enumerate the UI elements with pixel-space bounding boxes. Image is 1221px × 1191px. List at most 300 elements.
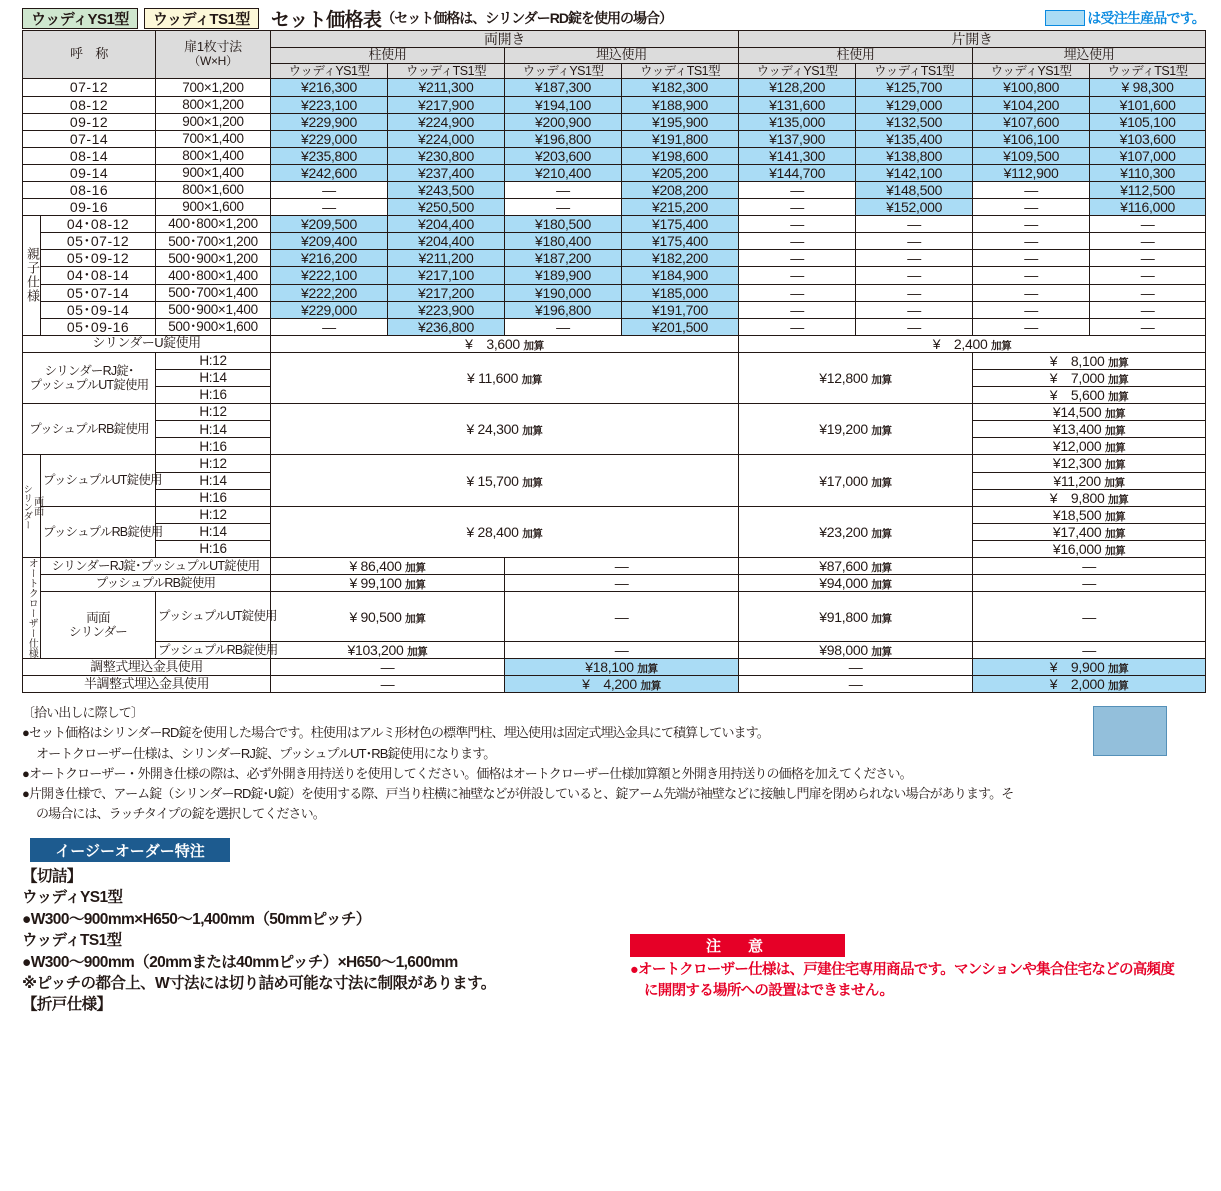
notes-section [22, 703, 1221, 824]
cell-price: — [1090, 267, 1206, 284]
unit-add: 加算 [1108, 391, 1129, 404]
block3-double-value: ¥ 28,400 [466, 523, 519, 540]
cell-price: ¥106,100 [973, 130, 1090, 147]
cell-price: — [856, 216, 973, 233]
cell-dim: 500･900×1,400 [156, 301, 271, 318]
unit-add: 加算 [871, 425, 892, 438]
cell-price: ¥236,800 [388, 318, 505, 335]
unit-add: 加算 [1104, 544, 1126, 557]
cell-price: ¥152,000 [856, 199, 973, 216]
cell-price: ¥200,900 [505, 113, 622, 130]
table-row [23, 181, 1206, 198]
table-row [23, 164, 1206, 181]
block3-single-embed [973, 506, 1206, 523]
unit-add: 加算 [1108, 493, 1129, 506]
table-row-block0 [23, 352, 1206, 369]
block0-single-embed-value: ¥ 7,000 [1049, 370, 1105, 386]
cell-name: 05･07-12 [41, 233, 156, 250]
cell-price: ¥188,900 [622, 96, 739, 113]
cell-price: ¥196,800 [505, 130, 622, 147]
autocloser-double-post-value: ¥ 99,100 [349, 575, 402, 592]
autocloser-single-embed: — [973, 641, 1206, 658]
unit-add: 加算 [871, 527, 892, 540]
autocloser-double-post-value: ¥ 90,500 [349, 608, 402, 625]
cell-price: ¥182,200 [622, 250, 739, 267]
th-group-double: 両開き [271, 31, 739, 48]
cell-price: — [739, 199, 856, 216]
block2-label-l1: プッシュプルUT錠使用 [43, 473, 162, 488]
th-single-embed: 埋込使用 [973, 48, 1206, 64]
page-subtitle: （セット価格は、シリンダーRD錠を使用の場合） [381, 10, 672, 26]
autocloser-ryomen-label [41, 592, 156, 659]
cell-price: ¥103,600 [1090, 130, 1206, 147]
cell-dim: 900×1,200 [156, 113, 271, 130]
cell-price: — [856, 284, 973, 301]
cell-dim: 800×1,600 [156, 181, 271, 198]
cell-price: — [739, 233, 856, 250]
cell-price: ¥104,200 [973, 96, 1090, 113]
cell-price: ¥224,000 [388, 130, 505, 147]
th-name: 呼 称 [23, 31, 156, 79]
unit-add: 加算 [1104, 442, 1126, 455]
cell-price: ¥175,400 [622, 233, 739, 250]
autocloser-double-post-value: ¥103,200 [347, 641, 404, 658]
cell-price: ¥189,900 [505, 267, 622, 284]
cell-dim: 700×1,400 [156, 130, 271, 147]
cell-price: ¥100,800 [973, 79, 1090, 96]
cell-price: — [973, 284, 1090, 301]
cell-price: — [739, 301, 856, 318]
cell-price: ¥229,900 [271, 113, 388, 130]
ryomen-cylinder-side-label [23, 455, 41, 558]
notes-line: の場合には、ラッチタイプの錠を選択してください。 [36, 805, 325, 821]
unit-add: 加算 [991, 339, 1012, 352]
unit-add: 加算 [521, 374, 543, 386]
th-model-8: ウッディTS1型 [1090, 64, 1206, 79]
cell-price: ¥184,900 [622, 267, 739, 284]
cell-price: — [856, 250, 973, 267]
autocloser-single-post-value: ¥91,800 [819, 608, 868, 625]
autocloser-double-post [271, 558, 505, 575]
cell-price: — [505, 318, 622, 335]
cell-price: ¥107,000 [1090, 147, 1206, 164]
cell-dim: 500･700×1,200 [156, 233, 271, 250]
easy-order-line: ウッディTS1型 [22, 932, 122, 950]
cell-price: ¥191,700 [622, 301, 739, 318]
height-cell: H:16 [156, 540, 271, 557]
cell-name: 05･07-14 [41, 284, 156, 301]
cell-price: ¥196,800 [505, 301, 622, 318]
halfadjust-double-embed-value: ¥ 4,200 [582, 676, 637, 693]
height-cell: H:16 [156, 489, 271, 506]
th-model-5: ウッディYS1型 [739, 64, 856, 79]
cell-price: ¥105,100 [1090, 113, 1206, 130]
block0-single-embed-value: ¥ 5,600 [1049, 387, 1105, 404]
block3-single-post-value: ¥23,200 [819, 523, 868, 540]
page-title: セット価格表 [270, 9, 382, 31]
cell-dim: 800×1,200 [156, 96, 271, 113]
autocloser-single-embed: — [973, 575, 1206, 592]
block0-double [271, 352, 739, 403]
autocloser-row-label: プッシュプルRB錠使用 [41, 575, 271, 592]
cell-price: — [856, 267, 973, 284]
block3-label [41, 506, 163, 557]
autocloser-ryomen-l1: 両面 [86, 610, 110, 625]
cell-name: 05･09-14 [41, 301, 156, 318]
cell-price: — [505, 199, 622, 216]
cell-price: ¥180,400 [505, 233, 622, 250]
cell-price: ¥191,800 [622, 130, 739, 147]
price-table [22, 30, 1206, 693]
autocloser-double-embed: — [505, 641, 739, 658]
cell-price: ¥237,400 [388, 164, 505, 181]
halfadjust-label: 半調整式埋込金具使用 [23, 676, 271, 693]
autocloser-double-post-value: ¥ 86,400 [349, 558, 402, 575]
table-row-autocloser [23, 575, 1206, 592]
th-model-2: ウッディTS1型 [388, 64, 505, 79]
made-to-order-legend [1045, 8, 1205, 28]
block0-single-post [739, 352, 973, 403]
block2-double [271, 455, 739, 506]
autocloser-ryomen-l2: シリンダー [69, 625, 128, 640]
cell-price: — [505, 181, 622, 198]
block0-single-embed-value: ¥ 8,100 [1049, 352, 1105, 369]
block2-label [41, 455, 162, 506]
block0-double-value: ¥ 11,600 [467, 370, 519, 386]
table-row-autocloser [23, 558, 1206, 575]
cell-price: — [973, 301, 1090, 318]
caution-body [630, 960, 1210, 1002]
unit-add: 加算 [1104, 476, 1125, 489]
block2-single-embed [973, 489, 1206, 506]
cell-price: ¥250,500 [388, 199, 505, 216]
block3-single-embed-value: ¥18,500 [1052, 506, 1102, 523]
autocloser-single-post [739, 592, 973, 642]
oyako-label-text: 親子仕様 [24, 247, 40, 304]
page-header [0, 0, 1221, 30]
cell-name: 07-14 [23, 130, 156, 147]
table-row-adjust [23, 659, 1206, 676]
autocloser-double-post [271, 641, 505, 658]
table-row-block3 [23, 506, 1206, 523]
block2-single-embed-value: ¥11,200 [1053, 472, 1101, 489]
table-row-block2 [23, 455, 1206, 472]
cell-price: ¥216,200 [271, 250, 388, 267]
th-dimension-l2: （W×H） [188, 54, 238, 69]
cell-dim: 500･900×1,600 [156, 318, 271, 335]
th-model-1: ウッディYS1型 [271, 64, 388, 79]
cell-price: ¥128,200 [739, 79, 856, 96]
cell-price: — [973, 318, 1090, 335]
unit-add: 加算 [637, 663, 658, 676]
cell-price: ¥107,600 [973, 113, 1090, 130]
table-row [23, 284, 1206, 301]
unit-add: 加算 [871, 612, 892, 625]
cylinder-u-single [739, 335, 1206, 352]
autocloser-single-post [739, 575, 973, 592]
cell-price: ¥185,000 [622, 284, 739, 301]
cell-price: ¥182,300 [622, 79, 739, 96]
table-row [23, 216, 1206, 233]
cell-price: ¥217,100 [388, 267, 505, 284]
height-cell: H:14 [156, 472, 271, 489]
table-row [23, 250, 1206, 267]
table-row [23, 79, 1206, 96]
cell-price: ¥144,700 [739, 164, 856, 181]
autocloser-row-label: プッシュプルUT錠使用 [156, 592, 271, 642]
unit-add: 加算 [1104, 459, 1126, 472]
cell-price: — [973, 233, 1090, 250]
autocloser-double-embed: — [505, 558, 739, 575]
cell-name: 09-12 [23, 113, 156, 130]
caution-line: ●オートクローザー仕様は、戸建住宅専用商品です。マンションや集合住宅などの高頻度 [630, 962, 1175, 979]
easy-order-line: ●W300〜900mm（20mmまたは40mmピッチ）×H650〜1,600mm [22, 953, 458, 971]
cell-price: — [1090, 301, 1206, 318]
th-model-6: ウッディTS1型 [856, 64, 973, 79]
block1-label [23, 404, 156, 455]
cell-price: ¥148,500 [856, 181, 973, 198]
unit-add: 加算 [405, 579, 426, 592]
halfadjust-double-embed [505, 676, 739, 693]
cell-price: ¥211,200 [388, 250, 505, 267]
table-row [23, 267, 1206, 284]
unit-add: 加算 [407, 645, 428, 658]
block0-label-l2: プッシュプルUT錠使用 [29, 378, 149, 393]
cell-dim: 400･800×1,200 [156, 216, 271, 233]
table-row-autocloser [23, 641, 1206, 658]
cell-price: ¥109,500 [973, 147, 1090, 164]
notes-line: オートクローザー仕様は、シリンダーRJ錠、プッシュプルUT･RB錠使用になります。 [36, 745, 496, 761]
cell-price: — [739, 216, 856, 233]
table-row [23, 96, 1206, 113]
cell-price: — [271, 318, 388, 335]
block0-label-l1: シリンダーRJ錠･ [44, 363, 134, 378]
ryomen-text: 両面 [31, 496, 43, 517]
unit-add: 加算 [405, 562, 426, 575]
unit-add: 加算 [1104, 527, 1126, 540]
autocloser-label-text: オートクローザー仕様 [26, 558, 38, 659]
block1-label-l1: プッシュプルRB錠使用 [29, 422, 149, 437]
cell-price: ¥190,000 [505, 284, 622, 301]
easy-order-line: ウッディYS1型 [22, 889, 123, 907]
adjust-double-post: — [271, 659, 505, 676]
cell-price: ¥209,400 [271, 233, 388, 250]
halfadjust-single-embed [973, 676, 1206, 693]
block1-single-embed-value: ¥13,400 [1052, 421, 1102, 438]
table-row [23, 318, 1206, 335]
cell-dim: 900×1,600 [156, 199, 271, 216]
easy-order-badge: イージーオーダー特注 [30, 838, 230, 862]
table-row [23, 233, 1206, 250]
cell-price: ¥137,900 [739, 130, 856, 147]
cell-price: ¥229,000 [271, 301, 388, 318]
notes-title: 〔拾い出しに際して〕 [22, 705, 144, 721]
cell-price: — [739, 318, 856, 335]
cell-name: 05･09-12 [41, 250, 156, 267]
table-row-autocloser [23, 592, 1206, 642]
cell-price: ¥131,600 [739, 96, 856, 113]
cell-price: — [739, 267, 856, 284]
height-cell: H:14 [156, 421, 271, 438]
cell-dim: 500･900×1,200 [156, 250, 271, 267]
block1-single-post-value: ¥19,200 [819, 421, 868, 438]
cell-name: 09-14 [23, 164, 156, 181]
unit-add: 加算 [522, 425, 543, 438]
easy-order-line: ●W300〜900mm×H650〜1,400mm（50mmピッチ） [22, 910, 371, 928]
cell-price: — [973, 181, 1090, 198]
badge-woody-ys1: ウッディYS1型 [22, 8, 138, 29]
cell-price: ¥112,500 [1090, 181, 1206, 198]
th-model-4: ウッディTS1型 [622, 64, 739, 79]
cell-name: 07-12 [23, 79, 156, 96]
block3-label-l1: プッシュプルRB錠使用 [43, 524, 163, 539]
cell-dim: 800×1,400 [156, 147, 271, 164]
cell-price: ¥229,000 [271, 130, 388, 147]
cell-price: ¥180,500 [505, 216, 622, 233]
cylinder-u-double-value: ¥ 3,600 [465, 335, 520, 352]
autocloser-row-label: シリンダーRJ錠･プッシュプルUT錠使用 [41, 558, 271, 575]
autocloser-double-post [271, 592, 505, 642]
cell-price: ¥242,600 [271, 164, 388, 181]
cell-price: ¥230,800 [388, 147, 505, 164]
cell-dim: 700×1,200 [156, 79, 271, 96]
autocloser-double-embed: — [505, 575, 739, 592]
cylinder-u-label: シリンダーU錠使用 [23, 335, 271, 352]
table-row [23, 301, 1206, 318]
cell-price: ¥203,600 [505, 147, 622, 164]
block2-single-post-value: ¥17,000 [819, 472, 868, 489]
cell-name: 05･09-16 [41, 318, 156, 335]
cell-price: — [973, 216, 1090, 233]
cell-price: ¥235,800 [271, 147, 388, 164]
block1-double-value: ¥ 24,300 [466, 421, 519, 438]
block3-single-embed [973, 523, 1206, 540]
cell-price: ¥125,700 [856, 79, 973, 96]
th-model-3: ウッディYS1型 [505, 64, 622, 79]
cell-price: ¥ 98,300 [1090, 79, 1206, 96]
cell-name: 09-16 [23, 199, 156, 216]
th-double-embed: 埋込使用 [505, 48, 739, 64]
th-dimension-l1: 扉1枚寸法 [184, 39, 242, 55]
block3-single-post [739, 506, 973, 557]
autocloser-single-post-value: ¥94,000 [819, 575, 868, 592]
autocloser-single-post [739, 558, 973, 575]
cell-dim: 900×1,400 [156, 164, 271, 181]
adjust-label: 調整式埋込金具使用 [23, 659, 271, 676]
block2-single-embed [973, 472, 1206, 489]
table-row [23, 199, 1206, 216]
notes-line: ●オートクローザー・外開き仕様の際は、必ず外開き用持送りを使用してください。価格はオートクローザー仕様加算額と外開き用持送りの価格を加えてください。 [22, 765, 912, 781]
cell-price: ¥194,100 [505, 96, 622, 113]
unit-add: 加算 [1104, 425, 1126, 438]
unit-add: 加算 [522, 476, 543, 489]
table-row [23, 147, 1206, 164]
unit-add: 加算 [405, 612, 426, 625]
table-row [23, 113, 1206, 130]
block1-single-embed [973, 404, 1206, 421]
autocloser-row-label: プッシュプルRB錠使用 [156, 641, 271, 658]
cell-price: ¥222,200 [271, 284, 388, 301]
adjust-double-embed-value: ¥18,100 [585, 659, 634, 676]
cell-price: — [1090, 284, 1206, 301]
unit-add: 加算 [1108, 356, 1129, 369]
caution-section [630, 934, 1210, 1002]
adjust-double-embed [505, 659, 739, 676]
cell-price: ¥187,200 [505, 250, 622, 267]
easy-order-line: ※ピッチの都合上、W寸法には切り詰め可能な寸法に制限があります。 [22, 974, 496, 992]
table-row-block1 [23, 404, 1206, 421]
cell-price: ¥208,200 [622, 181, 739, 198]
table-body [23, 79, 1206, 693]
cell-price: — [973, 250, 1090, 267]
notes-line: ●セット価格はシリンダーRD錠を使用した場合です。柱使用はアルミ形材色の標準門柱、埋込使用は固定式埋込金具にて積算しています。 [22, 725, 769, 741]
cell-price: ¥210,400 [505, 164, 622, 181]
cell-name: 08-16 [23, 181, 156, 198]
block1-single-embed [973, 421, 1206, 438]
cell-price: — [739, 181, 856, 198]
cell-price: — [739, 250, 856, 267]
cell-price: ¥110,300 [1090, 164, 1206, 181]
cell-price: ¥204,400 [388, 216, 505, 233]
th-double-post: 柱使用 [271, 48, 505, 64]
cell-price: — [856, 233, 973, 250]
cell-price: ¥135,400 [856, 130, 973, 147]
adjust-single-post: — [739, 659, 973, 676]
unit-add: 加算 [1108, 680, 1129, 693]
block2-single-post [739, 455, 973, 506]
cell-dim: 400･800×1,400 [156, 267, 271, 284]
cell-price: ¥223,100 [271, 96, 388, 113]
autocloser-single-post [739, 641, 973, 658]
unit-add: 加算 [640, 680, 661, 693]
height-cell: H:12 [156, 455, 271, 472]
unit-add: 加算 [1108, 374, 1129, 386]
easy-order-line: 【折戸仕様】 [22, 996, 112, 1014]
table-row [23, 130, 1206, 147]
cell-price: ¥215,200 [622, 199, 739, 216]
block1-single-embed-value: ¥12,000 [1052, 438, 1102, 455]
block0-single-embed [973, 387, 1206, 404]
cell-price: ¥204,400 [388, 233, 505, 250]
unit-add: 加算 [871, 374, 892, 386]
ryomen-cylinder-text: シリンダー [21, 483, 33, 529]
cell-price: ¥138,800 [856, 147, 973, 164]
autocloser-double-post [271, 575, 505, 592]
unit-add: 加算 [871, 579, 892, 592]
cell-price: ¥116,000 [1090, 199, 1206, 216]
block1-double [271, 404, 739, 455]
unit-add: 加算 [1104, 510, 1126, 523]
adjust-single-embed [973, 659, 1206, 676]
unit-add: 加算 [523, 339, 544, 352]
unit-add: 加算 [522, 527, 543, 540]
cell-price: — [856, 301, 973, 318]
cell-price: ¥175,400 [622, 216, 739, 233]
height-cell: H:12 [156, 352, 271, 369]
block1-single-embed [973, 438, 1206, 455]
cell-price: ¥129,000 [856, 96, 973, 113]
height-cell: H:16 [156, 438, 271, 455]
caution-line: に開閉する場所への設置はできません。 [644, 983, 894, 1000]
made-to-order-label: は受注生産品です。 [1087, 10, 1205, 26]
block1-single-post [739, 404, 973, 455]
autocloser-single-embed: — [973, 592, 1206, 642]
cell-price: ¥243,500 [388, 181, 505, 198]
cell-price: ¥201,500 [622, 318, 739, 335]
block3-single-embed [973, 540, 1206, 557]
block2-single-embed-value: ¥12,300 [1052, 455, 1102, 472]
autocloser-single-post-value: ¥87,600 [819, 558, 868, 575]
